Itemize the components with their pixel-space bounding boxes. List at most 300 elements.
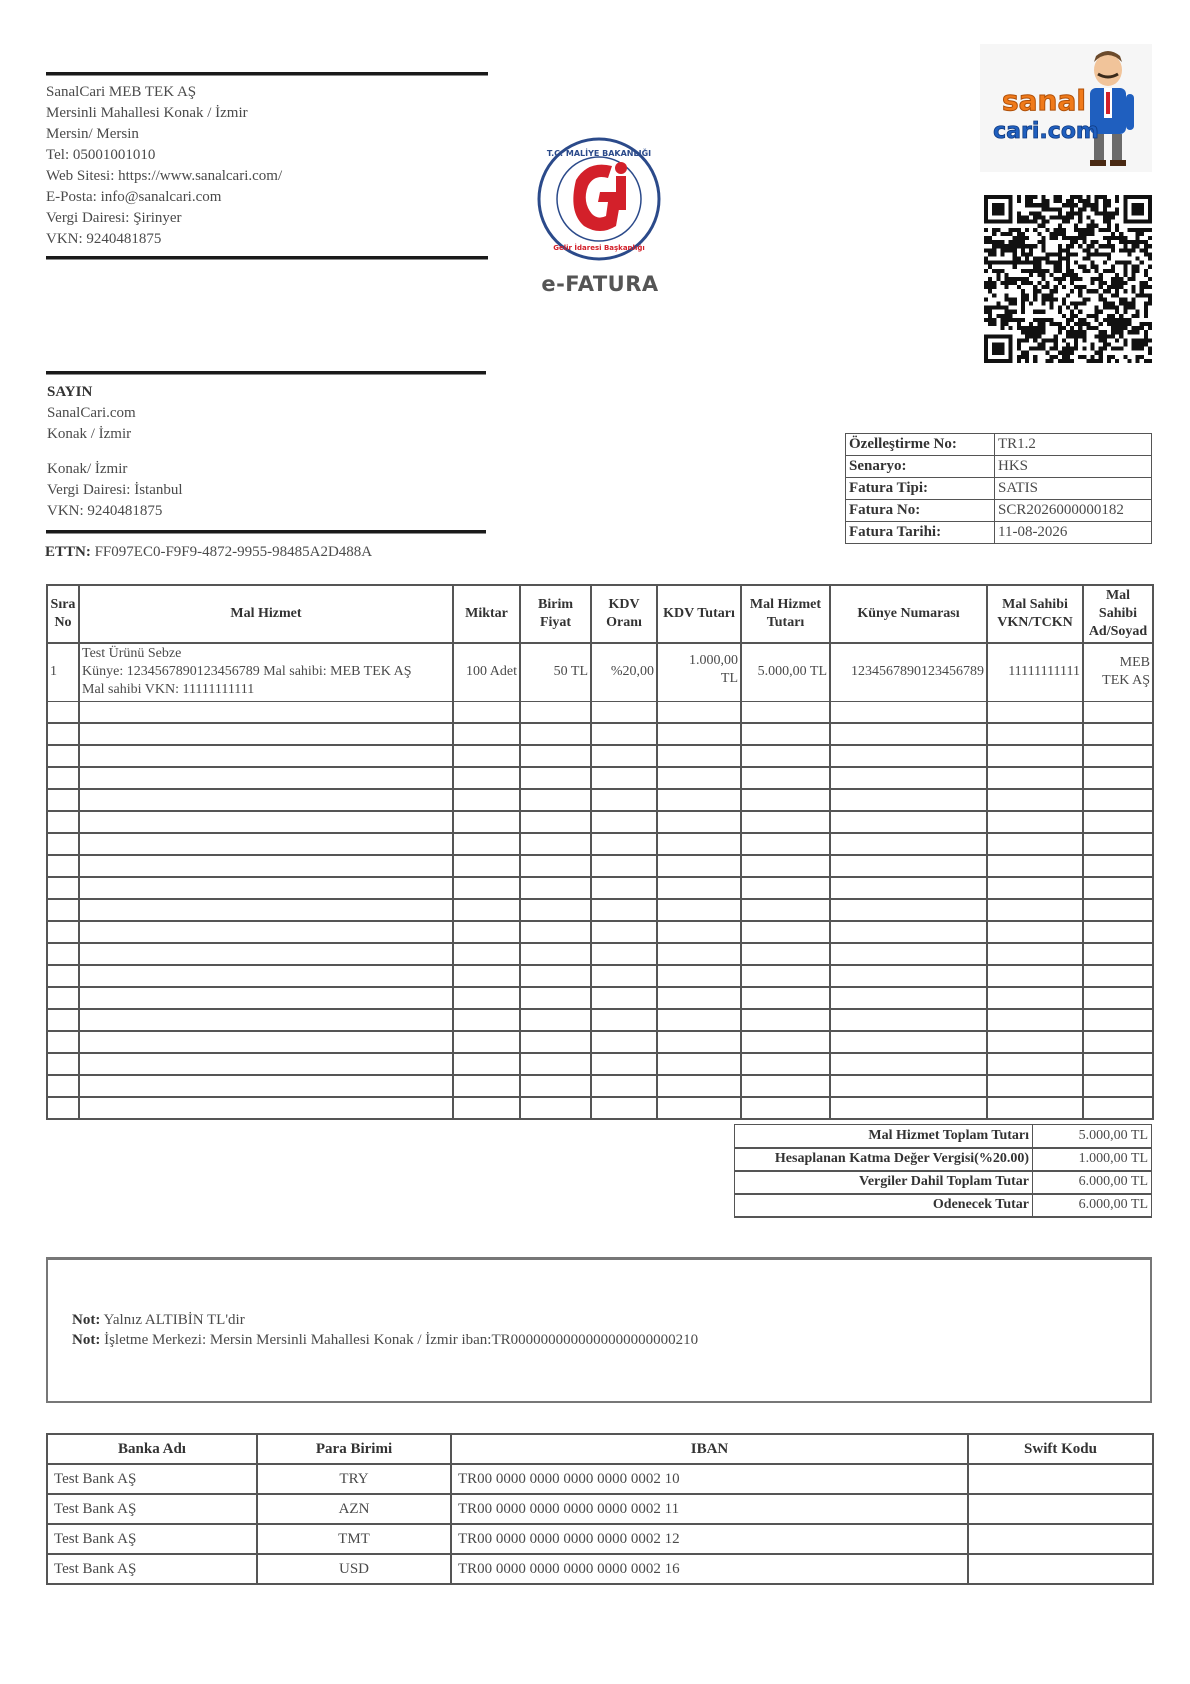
empty-cell <box>47 877 79 899</box>
empty-cell <box>1083 943 1153 965</box>
cell-mal-hizmet-tutari: 5.000,00 TL <box>741 643 830 701</box>
total-key: Mal Hizmet Toplam Tutarı <box>735 1125 1033 1148</box>
cell-ad-soyad <box>1083 643 1153 701</box>
empty-cell <box>79 701 453 723</box>
empty-cell <box>47 745 79 767</box>
gib-seal-logo <box>536 136 662 262</box>
empty-cell <box>741 965 830 987</box>
empty-cell <box>987 987 1083 1009</box>
bank-name: Test Bank AŞ <box>47 1464 257 1494</box>
col-swift: Swift Kodu <box>968 1434 1153 1464</box>
total-row <box>735 1194 1152 1217</box>
empty-cell <box>79 833 453 855</box>
empty-cell <box>657 943 741 965</box>
seller-city: Mersin/ Mersin <box>46 126 139 142</box>
empty-cell <box>830 701 987 723</box>
empty-cell <box>741 877 830 899</box>
empty-cell <box>1083 1009 1153 1031</box>
empty-cell <box>1083 1031 1153 1053</box>
detail-value: TR1.2 <box>995 434 1152 456</box>
empty-cell <box>79 745 453 767</box>
empty-cell <box>1083 987 1153 1009</box>
bank-iban: TR00 0000 0000 0000 0000 0002 10 <box>451 1464 968 1494</box>
empty-cell <box>79 877 453 899</box>
empty-cell <box>591 1075 657 1097</box>
empty-cell <box>741 899 830 921</box>
empty-cell <box>453 1009 520 1031</box>
empty-cell <box>520 789 591 811</box>
buyer-top-rule <box>46 371 486 375</box>
empty-cell <box>591 811 657 833</box>
bank-header-row <box>47 1434 1153 1464</box>
col-banka-adi: Banka Adı <box>47 1434 257 1464</box>
bank-swift <box>968 1494 1153 1524</box>
empty-cell <box>1083 723 1153 745</box>
empty-cell <box>453 943 520 965</box>
col-mal-hizmet-tutari: Mal Hizmet Tutarı <box>741 585 830 643</box>
empty-cell <box>47 1031 79 1053</box>
empty-cell <box>47 855 79 877</box>
total-value: 6.000,00 TL <box>1033 1171 1152 1194</box>
empty-cell <box>657 1009 741 1031</box>
sanalcari-logo <box>980 44 1152 172</box>
empty-cell <box>520 1031 591 1053</box>
empty-cell <box>987 943 1083 965</box>
bank-currency: TRY <box>257 1464 451 1494</box>
empty-cell <box>79 1075 453 1097</box>
empty-cell <box>741 789 830 811</box>
seller-top-rule <box>46 72 488 76</box>
empty-cell <box>453 767 520 789</box>
empty-row <box>47 723 1153 745</box>
empty-cell <box>453 745 520 767</box>
empty-cell <box>47 1009 79 1031</box>
empty-cell <box>47 965 79 987</box>
empty-row <box>47 745 1153 767</box>
empty-cell <box>1083 899 1153 921</box>
buyer-name: SanalCari.com <box>47 405 136 421</box>
empty-cell <box>520 767 591 789</box>
total-value: 5.000,00 TL <box>1033 1125 1152 1148</box>
empty-cell <box>591 745 657 767</box>
empty-cell <box>657 833 741 855</box>
empty-cell <box>657 1053 741 1075</box>
empty-cell <box>591 987 657 1009</box>
empty-cell <box>47 987 79 1009</box>
empty-cell <box>453 877 520 899</box>
empty-cell <box>520 965 591 987</box>
cell-mal-line: Künye: 1234567890123456789 Mal sahibi: MEB TEK AŞ <box>82 664 412 680</box>
empty-cell <box>987 723 1083 745</box>
empty-cell <box>830 789 987 811</box>
bank-currency: TMT <box>257 1524 451 1554</box>
note-label: Not: <box>72 1332 101 1348</box>
empty-row <box>47 701 1153 723</box>
empty-cell <box>657 921 741 943</box>
empty-cell <box>1083 701 1153 723</box>
empty-cell <box>79 789 453 811</box>
empty-cell <box>591 789 657 811</box>
buyer-info <box>47 382 487 522</box>
brand-text-sanal: sanal <box>1002 84 1086 117</box>
empty-cell <box>453 833 520 855</box>
empty-cell <box>520 943 591 965</box>
bank-iban: TR00 0000 0000 0000 0000 0002 12 <box>451 1524 968 1554</box>
buyer-bottom-rule <box>46 530 486 534</box>
empty-cell <box>1083 833 1153 855</box>
empty-cell <box>47 1075 79 1097</box>
total-row <box>735 1171 1152 1194</box>
empty-cell <box>987 1097 1083 1119</box>
ettn-label: ETTN: <box>45 544 91 560</box>
total-key: Vergiler Dahil Toplam Tutar <box>735 1171 1033 1194</box>
empty-cell <box>47 811 79 833</box>
detail-row <box>846 456 1152 478</box>
empty-cell <box>657 723 741 745</box>
detail-key: Fatura Tipi: <box>846 478 995 500</box>
empty-cell <box>741 987 830 1009</box>
empty-cell <box>453 899 520 921</box>
empty-cell <box>591 965 657 987</box>
seal-text-bottom: Gelir İdaresi Başkanlığı <box>553 244 645 252</box>
empty-cell <box>1083 965 1153 987</box>
empty-cell <box>830 987 987 1009</box>
empty-row <box>47 811 1153 833</box>
col-vkn: Mal Sahibi VKN/TCKN <box>987 585 1083 643</box>
empty-cell <box>657 899 741 921</box>
empty-row <box>47 833 1153 855</box>
empty-cell <box>830 745 987 767</box>
empty-cell <box>741 701 830 723</box>
detail-key: Fatura Tarihi: <box>846 522 995 544</box>
empty-cell <box>830 943 987 965</box>
bank-currency: AZN <box>257 1494 451 1524</box>
buyer-city: Konak/ İzmir <box>47 461 128 477</box>
empty-cell <box>741 767 830 789</box>
empty-cell <box>987 833 1083 855</box>
empty-cell <box>79 1053 453 1075</box>
empty-cell <box>741 1031 830 1053</box>
empty-cell <box>657 877 741 899</box>
bank-accounts-table <box>46 1433 1154 1585</box>
col-iban: IBAN <box>451 1434 968 1464</box>
empty-cell <box>741 723 830 745</box>
empty-row <box>47 789 1153 811</box>
empty-cell <box>47 701 79 723</box>
empty-cell <box>987 965 1083 987</box>
table-row <box>47 1524 1153 1554</box>
empty-cell <box>1083 1097 1153 1119</box>
detail-row <box>846 478 1152 500</box>
empty-cell <box>520 855 591 877</box>
empty-cell <box>657 767 741 789</box>
empty-cell <box>591 1097 657 1119</box>
empty-row <box>47 767 1153 789</box>
empty-cell <box>79 723 453 745</box>
col-kdv-orani: KDV Oranı <box>591 585 657 643</box>
empty-cell <box>987 1053 1083 1075</box>
empty-cell <box>520 1097 591 1119</box>
empty-cell <box>657 745 741 767</box>
total-row <box>735 1148 1152 1171</box>
empty-cell <box>987 701 1083 723</box>
empty-cell <box>830 1075 987 1097</box>
cell-vkn: 11111111111 <box>987 643 1083 701</box>
empty-cell <box>830 1009 987 1031</box>
bank-swift <box>968 1554 1153 1584</box>
empty-cell <box>987 1075 1083 1097</box>
empty-cell <box>79 1009 453 1031</box>
bank-name: Test Bank AŞ <box>47 1494 257 1524</box>
empty-cell <box>453 723 520 745</box>
empty-cell <box>79 987 453 1009</box>
empty-cell <box>830 921 987 943</box>
empty-cell <box>47 1053 79 1075</box>
cell-mal-line: Mal sahibi VKN: 11111111111 <box>82 682 255 698</box>
empty-row <box>47 965 1153 987</box>
empty-cell <box>987 767 1083 789</box>
col-miktar: Miktar <box>453 585 520 643</box>
detail-value: HKS <box>995 456 1152 478</box>
bank-name: Test Bank AŞ <box>47 1554 257 1584</box>
cell-mal-line: Test Ürünü Sebze <box>82 646 182 662</box>
empty-row <box>47 1009 1153 1031</box>
note-line <box>72 1330 698 1350</box>
cell-kdv-tutari <box>657 643 741 701</box>
empty-cell <box>830 1031 987 1053</box>
detail-key: Özelleştirme No: <box>846 434 995 456</box>
detail-key: Senaryo: <box>846 456 995 478</box>
detail-value: SCR2026000000182 <box>995 500 1152 522</box>
empty-cell <box>741 745 830 767</box>
empty-cell <box>830 855 987 877</box>
ettn-value: FF097EC0-F9F9-4872-9955-98485A2D488A <box>94 544 373 560</box>
empty-cell <box>520 1009 591 1031</box>
seal-text-top: T.C. MALİYE BAKANLIĞI <box>546 149 652 158</box>
empty-cell <box>453 1097 520 1119</box>
empty-cell <box>1083 921 1153 943</box>
detail-row <box>846 500 1152 522</box>
qr-code <box>984 194 1152 364</box>
empty-cell <box>453 965 520 987</box>
empty-cell <box>830 1053 987 1075</box>
col-para-birimi: Para Birimi <box>257 1434 451 1464</box>
total-value: 1.000,00 TL <box>1033 1148 1152 1171</box>
empty-cell <box>453 811 520 833</box>
empty-cell <box>657 965 741 987</box>
empty-cell <box>741 855 830 877</box>
empty-cell <box>1083 855 1153 877</box>
empty-cell <box>79 1031 453 1053</box>
empty-row <box>47 1075 1153 1097</box>
empty-cell <box>741 1075 830 1097</box>
empty-cell <box>520 987 591 1009</box>
empty-cell <box>1083 1075 1153 1097</box>
efatura-title: e-FATURA <box>541 272 659 296</box>
empty-cell <box>830 877 987 899</box>
empty-cell <box>987 877 1083 899</box>
empty-cell <box>47 921 79 943</box>
empty-cell <box>79 965 453 987</box>
empty-row <box>47 855 1153 877</box>
empty-cell <box>453 987 520 1009</box>
empty-cell <box>987 921 1083 943</box>
cell-mal-hizmet <box>79 643 453 701</box>
bank-iban: TR00 0000 0000 0000 0000 0002 11 <box>451 1494 968 1524</box>
empty-cell <box>47 833 79 855</box>
empty-row <box>47 987 1153 1009</box>
notes-box <box>46 1257 1152 1403</box>
bank-swift <box>968 1464 1153 1494</box>
ettn <box>45 544 372 561</box>
cell-kunye: 1234567890123456789 <box>830 643 987 701</box>
detail-row <box>846 522 1152 544</box>
empty-cell <box>741 1053 830 1075</box>
seller-bottom-rule <box>46 256 488 260</box>
empty-cell <box>1083 811 1153 833</box>
empty-row <box>47 877 1153 899</box>
empty-cell <box>520 833 591 855</box>
total-key: Odenecek Tutar <box>735 1194 1033 1217</box>
empty-cell <box>987 811 1083 833</box>
empty-cell <box>591 1053 657 1075</box>
empty-cell <box>591 921 657 943</box>
seller-vkn: VKN: 9240481875 <box>46 231 162 247</box>
empty-cell <box>453 1031 520 1053</box>
empty-cell <box>79 767 453 789</box>
empty-cell <box>79 899 453 921</box>
empty-cell <box>47 789 79 811</box>
table-row <box>47 643 1153 701</box>
empty-cell <box>47 767 79 789</box>
bank-currency: USD <box>257 1554 451 1584</box>
empty-cell <box>520 745 591 767</box>
invoice-details-table <box>845 433 1152 544</box>
brand-text-cari: cari.com <box>993 119 1099 144</box>
empty-cell <box>657 1031 741 1053</box>
empty-cell <box>520 921 591 943</box>
buyer-heading: SAYIN <box>47 384 93 400</box>
empty-cell <box>657 701 741 723</box>
empty-row <box>47 1053 1153 1075</box>
total-value: 6.000,00 TL <box>1033 1194 1152 1217</box>
cell-kdv-orani: %20,00 <box>591 643 657 701</box>
empty-cell <box>591 767 657 789</box>
empty-cell <box>741 1009 830 1031</box>
totals-table <box>734 1124 1152 1218</box>
empty-cell <box>453 701 520 723</box>
note-text: Yalnız ALTIBİN TL'dir <box>103 1312 245 1328</box>
empty-cell <box>657 987 741 1009</box>
items-header-row <box>47 585 1153 643</box>
empty-cell <box>987 745 1083 767</box>
empty-cell <box>657 811 741 833</box>
buyer-tax-office: Vergi Dairesi: İstanbul <box>47 482 183 498</box>
empty-cell <box>591 899 657 921</box>
empty-cell <box>453 1053 520 1075</box>
buyer-vkn: VKN: 9240481875 <box>47 503 163 519</box>
empty-cell <box>657 1075 741 1097</box>
detail-value: SATIS <box>995 478 1152 500</box>
empty-cell <box>591 833 657 855</box>
empty-cell <box>47 1097 79 1119</box>
cell-miktar: 100 Adet <box>453 643 520 701</box>
empty-cell <box>591 943 657 965</box>
empty-cell <box>657 789 741 811</box>
cell-ad-line: MEB <box>1119 655 1150 671</box>
empty-cell <box>453 1075 520 1097</box>
empty-row <box>47 921 1153 943</box>
seller-website: Web Sitesi: https://www.sanalcari.com/ <box>46 168 283 184</box>
col-kdv-tutari: KDV Tutarı <box>657 585 741 643</box>
empty-cell <box>830 965 987 987</box>
note-line <box>72 1310 698 1330</box>
seller-tax-office: Vergi Dairesi: Şirinyer <box>46 210 182 226</box>
empty-cell <box>79 855 453 877</box>
empty-cell <box>520 723 591 745</box>
buyer-address: Konak / İzmir <box>47 426 132 442</box>
seller-info <box>46 82 486 250</box>
empty-cell <box>453 921 520 943</box>
empty-cell <box>830 1097 987 1119</box>
seller-address: Mersinli Mahallesi Konak / İzmir <box>46 105 248 121</box>
empty-cell <box>79 811 453 833</box>
empty-cell <box>591 1031 657 1053</box>
empty-cell <box>1083 877 1153 899</box>
empty-cell <box>520 877 591 899</box>
empty-cell <box>591 723 657 745</box>
seller-phone: Tel: 05001001010 <box>46 147 156 163</box>
empty-cell <box>741 921 830 943</box>
bank-swift <box>968 1524 1153 1554</box>
empty-cell <box>987 899 1083 921</box>
empty-cell <box>830 723 987 745</box>
total-key: Hesaplanan Katma Değer Vergisi(%20.00) <box>735 1148 1033 1171</box>
cell-kdv-tutari-unit: TL <box>720 671 738 686</box>
empty-cell <box>47 899 79 921</box>
empty-cell <box>741 811 830 833</box>
col-kunye: Künye Numarası <box>830 585 987 643</box>
empty-cell <box>79 1097 453 1119</box>
col-birim-fiyat: Birim Fiyat <box>520 585 591 643</box>
empty-cell <box>591 1009 657 1031</box>
total-row <box>735 1125 1152 1148</box>
empty-row <box>47 943 1153 965</box>
empty-cell <box>987 855 1083 877</box>
items-table <box>46 584 1154 1120</box>
empty-row <box>47 1097 1153 1119</box>
empty-cell <box>830 767 987 789</box>
table-row <box>47 1554 1153 1584</box>
seller-name: SanalCari MEB TEK AŞ <box>46 84 197 100</box>
empty-cell <box>591 855 657 877</box>
empty-cell <box>47 723 79 745</box>
empty-cell <box>1083 789 1153 811</box>
bank-iban: TR00 0000 0000 0000 0000 0002 16 <box>451 1554 968 1584</box>
empty-cell <box>520 1075 591 1097</box>
cell-sira: 1 <box>47 643 79 701</box>
empty-cell <box>47 943 79 965</box>
table-row <box>47 1494 1153 1524</box>
empty-cell <box>987 1031 1083 1053</box>
table-row <box>47 1464 1153 1494</box>
empty-cell <box>453 855 520 877</box>
empty-cell <box>741 943 830 965</box>
note-text: İşletme Merkezi: Mersin Mersinli Mahallesi Konak / İzmir iban:TR0000000000000000000000210 <box>104 1332 699 1348</box>
cell-ad-line: TEK AŞ <box>1102 673 1150 689</box>
note-label: Not: <box>72 1312 101 1328</box>
empty-cell <box>741 1097 830 1119</box>
